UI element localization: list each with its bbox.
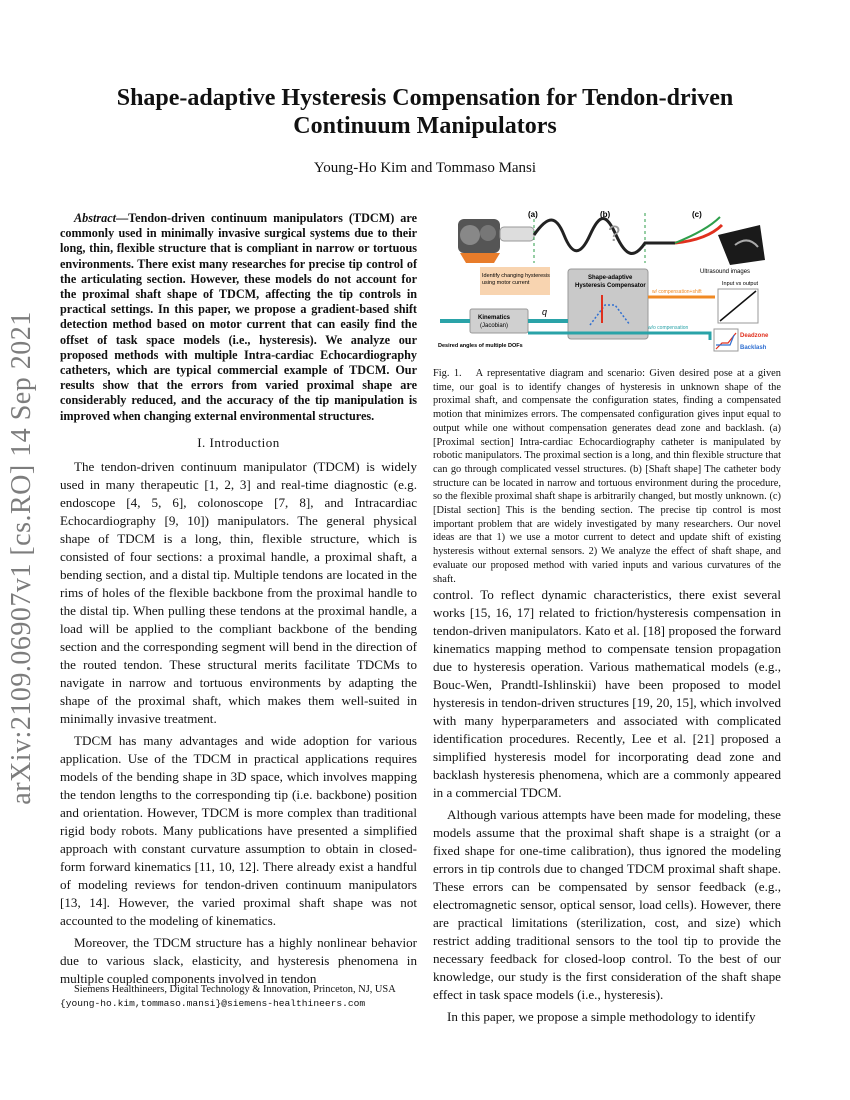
compensator-label-2: Hysteresis Compensator [575,283,646,289]
affiliation: Siemens Healthineers, Digital Technology & Innovation, Princeton, NJ, USA [74,984,396,995]
paragraph: control. To reflect dynamic characteristics, there exist several works [15, 16, 17] related to friction/hysteresis compensation in tendon-driven manipulators. Kato et al. [18] proposed the forward kinematics mapping method to compensate tension propagation due to hysteresis operation. Various mathematical models (e.g., Bouc-Wen, Prandtl-Ishlinskii) have been proposed to model hysteresis in tendon-driven structures [19, 20, 15], which involved with many hyperparameters and associated with complicated identification procedures. Recently, Lee et al. [21] proposed a simplified hysteresis model for incorporating dead zone and backlash hysteresis phenomena, which are a commonly appeared in a commercial TDCM. [433,587,782,800]
label-b: (b) [600,210,611,219]
desired-label: Desired angles of multiple DOFs [438,343,523,349]
identify-label: Identify changing hysteresis [482,273,550,279]
caption-text: A representative diagram and scenario: Given desired pose at a given time, our goal is to identify changes of hysteresis in unknown shape of the proximal shaft, and compensate the configuration states, finding a compensated motion that minimizes errors. The compensated configuration gives input equal to output while one without compensation generates dead zone and backlash. (a) [Proximal section] Intra-cardiac Echocardiography catheter is manipulated by robotic manipulators. The proximal section is a long, and thin flexible structure that can go through complicated vessel structures. (b) [Shaft shape] The catheter body structure can be located in narrow and tortuous environment during the procedure, so the flexible proximal shaft shape is arbitrarily changed, but mostly unknown. (c) [Distal section] This is the bending section. The precise tip control is most important problem that are widely investigated by many researchers. Our novel ideas are that 1) we use a motor current to detect and update shift of existing hysteresis without external sensors. 2) We analyze the effect of shaft shape, and evaluate our proposed method with varied inputs and various curvatures of the shaft. [433,368,781,585]
paragraph: The tendon-driven continuum manipulator (TDCM) is widely used in many therapeutic [1, 2, 3] and real-time diagnostic (e.g. endoscope [4, 5, 6], colonoscope [7, 8], and Intracardiac Echocardiography [9, 10]) manipulators. The general physical shape of TDCM is a long, thin, flexible structure, which is consisted of four sections: a proximal handle, a proximal shaft, a bending section, and a distal tip. Multiple tendons are located in the rims of holes of the flexible backbone from the proximal handle to the distal tip. When pulling these tendons at the proximal handle, a load will be applied to the compliant backbone of the bending section and the corresponding segment will bend in the direction of the routed tendon. These structural merits facilitate TDCMs to navigate in narrow and tortuous environments by adapting the shape of the proximal shaft, which makes them well-suited in minimally invasive treatment. [60,458,417,726]
robot-manipulator-illustration [458,219,534,263]
label-c: (c) [692,210,702,219]
paragraph: TDCM has many advantages and wide adoption for various application. Use of the TDCM in practical applications requires models of the bending shape in 3D space, which involves mapping the tendon lengths to the corresponding tip (i.e. backbone) position and orientation. However, TDCM is more complex than traditional rigid body robots. Many publications have presented a simplified approach with constant curvature assumption to obtain in closed-form forward kinematics [11, 10, 12]. There already exist a handful of modeling reviews for tendon-driven continuum manipulators [13, 14]. However, the varied proximal shaft shape was not accounted to the modeling of kinematics. [60,732,417,928]
q-label: q [542,307,548,317]
jacobian-label: (Jacobian) [480,323,509,329]
ultrasound-image [718,225,765,265]
kinematics-label: Kinematics [478,315,511,321]
paragraph: Moreover, the TDCM structure has a highly nonlinear behavior due to various slack, elasticity, and hysteresis phenomena in multiple coupled components involved in tendon [60,934,417,986]
paragraph: Although various attempts have been made for modeling, these models assume that the proximal shaft shape is a straight (or a fixed shape for one-time calibration), thus ignored the modeling errors in tip controls due to changed TDCM proximal shaft shape. These errors can be compensated by sensor feedback (e.g., electromagnetic sensor, optical sensor, load cells). However, there are practical limitations (sterilization, cost, and size) which restrict adding traditional sensors to the tool tip to provide the necessary feedback for closed-loop control. To the best of our knowledge, our study is the first consideration of the shaft shape effect in task space models (i.e., hysteresis). [433,807,781,1002]
backlash-label: Backlash [740,345,767,351]
abstract-text: —Tendon-driven continuum manipulators (TDCM) are commonly used in minimally invasive surgical systems due to their long, thin, flexible structure that is compliant in narrow or tortuous environments. There exist many researches for precise tip control of the articulating section. However, these models do not account for the proximal shaft shape of TDCM, affecting the tip controls in practical settings. In this paper, we propose a gradient-based shift detection method based on motor current that can easily find the offset of task space models (i.e., hysteresis). We analyze our proposed methods with multiple Intra-cardiac Echocardiography catheters, which are typical commercial example of TDCM. Our results show that the errors from varied proximal shape are considerably reduced, and the accuracy of the tip manipulation is improved when changing external environmental structures. [60,211,417,423]
abstract [60,211,417,424]
compensator-label: Shape-adaptive [588,275,633,281]
label-a: (a) [528,210,538,219]
left-column [60,211,417,992]
deadzone-label: Deadzone [740,333,769,339]
abstract-label: Abstract [74,211,116,225]
figure-caption [433,367,781,586]
ultrasound-label: Ultrasound images [700,269,751,275]
paragraph: In this paper, we propose a simple methodology to identify [447,1009,756,1024]
arxiv-identifier: arXiv:2109.06907v1 [cs.RO] 14 Sep 2021 [6,311,37,805]
paper-title: Shape-adaptive Hysteresis Compensation for Tendon-driven Continuum Manipulators [116,85,734,139]
author-emails: {young-ho.kim,tommaso.mansi}@siemens-healthineers.com [60,998,366,1009]
figure-diagram [430,205,785,360]
footnote [60,983,417,1011]
right-column [433,586,781,1030]
svg-text:?: ? [608,221,621,246]
section-heading-introduction: I. Introduction [197,434,280,450]
input-output-label: Input vs output [722,281,759,287]
identify-label-2: using motor current [482,280,530,286]
wo-comp-label: w/o compensation [648,325,689,331]
catheter-shaft [534,219,675,254]
caption-label: Fig. 1. [433,368,462,379]
comp-shift-label: w/ compensation+shift [652,289,702,295]
kinematics-box [470,309,528,333]
figure-1 [430,205,785,360]
authors: Young-Ho Kim and Tommaso Mansi [313,160,537,176]
